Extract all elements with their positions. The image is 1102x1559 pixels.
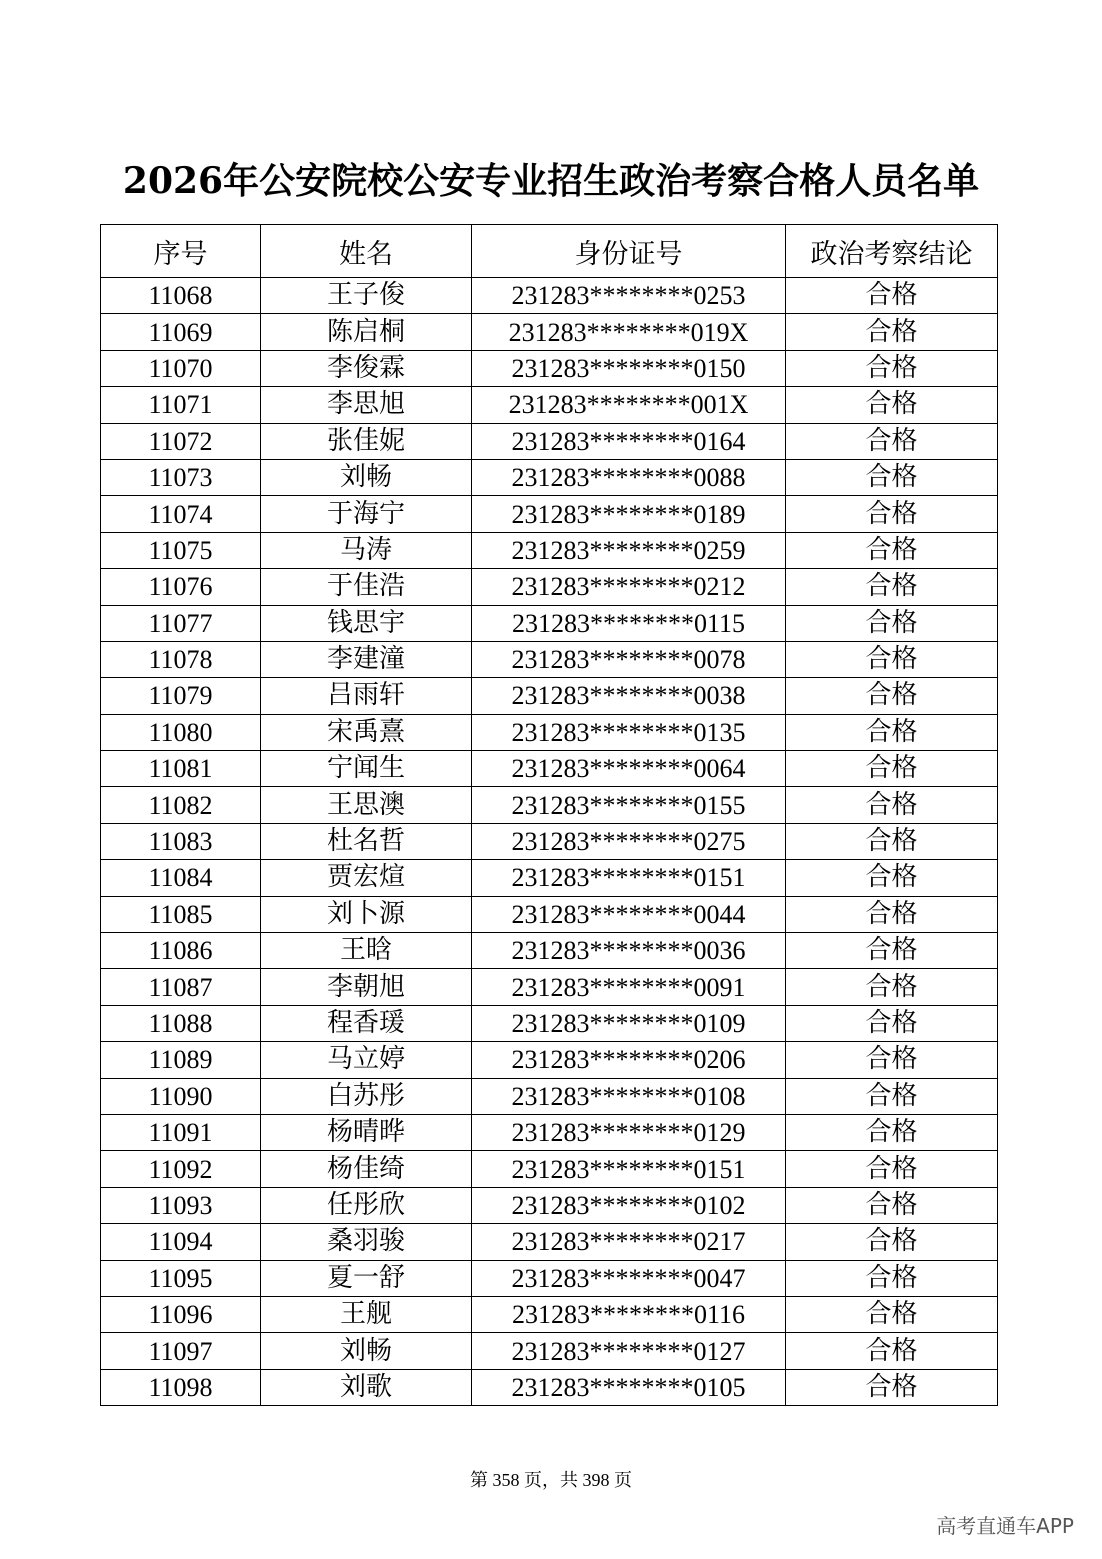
name-cell: 刘畅 [261, 459, 472, 495]
conclusion-cell: 合格 [786, 605, 998, 641]
id-number-cell: 231283********0115 [472, 605, 786, 641]
conclusion-cell: 合格 [786, 569, 998, 605]
conclusion-cell: 合格 [786, 1078, 998, 1114]
table-row [101, 496, 998, 532]
header-seq: 序号 [101, 225, 261, 278]
conclusion-cell: 合格 [786, 860, 998, 896]
table-row [101, 569, 998, 605]
id-number-cell: 231283********0038 [472, 678, 786, 714]
conclusion-cell: 合格 [786, 1224, 998, 1260]
conclusion-cell: 合格 [786, 350, 998, 386]
id-number-cell: 231283********0275 [472, 823, 786, 859]
seq-cell: 11097 [101, 1333, 261, 1369]
table-row [101, 678, 998, 714]
name-cell: 白苏彤 [261, 1078, 472, 1114]
conclusion-cell: 合格 [786, 423, 998, 459]
table-row [101, 933, 998, 969]
conclusion-cell: 合格 [786, 896, 998, 932]
name-cell: 宋禹熹 [261, 714, 472, 750]
conclusion-cell: 合格 [786, 1296, 998, 1332]
conclusion-cell: 合格 [786, 532, 998, 568]
table-row [101, 532, 998, 568]
conclusion-cell: 合格 [786, 1187, 998, 1223]
conclusion-cell: 合格 [786, 678, 998, 714]
table-row [101, 278, 998, 314]
table-row [101, 605, 998, 641]
id-number-cell: 231283********0116 [472, 1296, 786, 1332]
seq-cell: 11076 [101, 569, 261, 605]
name-cell: 程香瑗 [261, 1005, 472, 1041]
seq-cell: 11084 [101, 860, 261, 896]
table-row [101, 1369, 998, 1405]
seq-cell: 11096 [101, 1296, 261, 1332]
name-cell: 刘歌 [261, 1369, 472, 1405]
header-id-number: 身份证号 [472, 225, 786, 278]
seq-cell: 11089 [101, 1042, 261, 1078]
name-cell: 杨晴晔 [261, 1114, 472, 1150]
name-cell: 杜名哲 [261, 823, 472, 859]
id-number-cell: 231283********0036 [472, 933, 786, 969]
name-cell: 王晗 [261, 933, 472, 969]
conclusion-cell: 合格 [786, 1333, 998, 1369]
name-cell: 刘卜源 [261, 896, 472, 932]
seq-cell: 11070 [101, 350, 261, 386]
name-cell: 马立婷 [261, 1042, 472, 1078]
name-cell: 王思澳 [261, 787, 472, 823]
table-row [101, 350, 998, 386]
conclusion-cell: 合格 [786, 933, 998, 969]
page-number: 第 358 页，共 398 页 [470, 1470, 632, 1490]
roster-table [100, 224, 998, 1406]
seq-cell: 11079 [101, 678, 261, 714]
name-cell: 桑羽骏 [261, 1224, 472, 1260]
conclusion-cell: 合格 [786, 1042, 998, 1078]
id-number-cell: 231283********0091 [472, 969, 786, 1005]
conclusion-cell: 合格 [786, 787, 998, 823]
name-cell: 李建潼 [261, 641, 472, 677]
page-title: 2026年公安院校公安专业招生政治考察合格人员名单 [122, 160, 980, 202]
id-number-cell: 231283********0064 [472, 751, 786, 787]
seq-cell: 11091 [101, 1114, 261, 1150]
id-number-cell: 231283********0164 [472, 423, 786, 459]
seq-cell: 11088 [101, 1005, 261, 1041]
table-row [101, 860, 998, 896]
name-cell: 李思旭 [261, 387, 472, 423]
name-cell: 夏一舒 [261, 1260, 472, 1296]
id-number-cell: 231283********0135 [472, 714, 786, 750]
seq-cell: 11094 [101, 1224, 261, 1260]
id-number-cell: 231283********0102 [472, 1187, 786, 1223]
id-number-cell: 231283********0127 [472, 1333, 786, 1369]
name-cell: 马涛 [261, 532, 472, 568]
name-cell: 于佳浩 [261, 569, 472, 605]
table-row [101, 1333, 998, 1369]
seq-cell: 11090 [101, 1078, 261, 1114]
seq-cell: 11082 [101, 787, 261, 823]
table-row [101, 314, 998, 350]
seq-cell: 11092 [101, 1151, 261, 1187]
seq-cell: 11075 [101, 532, 261, 568]
name-cell: 李朝旭 [261, 969, 472, 1005]
seq-cell: 11093 [101, 1187, 261, 1223]
conclusion-cell: 合格 [786, 459, 998, 495]
seq-cell: 11080 [101, 714, 261, 750]
conclusion-cell: 合格 [786, 1005, 998, 1041]
table-row [101, 1296, 998, 1332]
conclusion-cell: 合格 [786, 823, 998, 859]
name-cell: 陈启桐 [261, 314, 472, 350]
name-cell: 吕雨轩 [261, 678, 472, 714]
name-cell: 贾宏煊 [261, 860, 472, 896]
id-number-cell: 231283********0189 [472, 496, 786, 532]
id-number-cell: 231283********0105 [472, 1369, 786, 1405]
id-number-cell: 231283********0151 [472, 860, 786, 896]
table-row [101, 1151, 998, 1187]
name-cell: 任彤欣 [261, 1187, 472, 1223]
seq-cell: 11083 [101, 823, 261, 859]
table-row [101, 641, 998, 677]
table-row [101, 1260, 998, 1296]
id-number-cell: 231283********0044 [472, 896, 786, 932]
table-row [101, 1042, 998, 1078]
table-row [101, 896, 998, 932]
id-number-cell: 231283********0259 [472, 532, 786, 568]
id-number-cell: 231283********0253 [472, 278, 786, 314]
conclusion-cell: 合格 [786, 641, 998, 677]
id-number-cell: 231283********0078 [472, 641, 786, 677]
watermark-text: 高考直通车APP [936, 1514, 1074, 1538]
id-number-cell: 231283********0212 [472, 569, 786, 605]
id-number-cell: 231283********0047 [472, 1260, 786, 1296]
table-row [101, 1078, 998, 1114]
name-cell: 王舰 [261, 1296, 472, 1332]
name-cell: 宁闻生 [261, 751, 472, 787]
id-number-cell: 231283********0217 [472, 1224, 786, 1260]
name-cell: 张佳妮 [261, 423, 472, 459]
conclusion-cell: 合格 [786, 387, 998, 423]
conclusion-cell: 合格 [786, 714, 998, 750]
table-row [101, 1187, 998, 1223]
name-cell: 钱思宇 [261, 605, 472, 641]
id-number-cell: 231283********0150 [472, 350, 786, 386]
id-number-cell: 231283********0108 [472, 1078, 786, 1114]
name-cell: 李俊霖 [261, 350, 472, 386]
conclusion-cell: 合格 [786, 969, 998, 1005]
header-name: 姓名 [261, 225, 472, 278]
conclusion-cell: 合格 [786, 1151, 998, 1187]
conclusion-cell: 合格 [786, 314, 998, 350]
conclusion-cell: 合格 [786, 1260, 998, 1296]
table-row [101, 387, 998, 423]
name-cell: 刘畅 [261, 1333, 472, 1369]
header-conclusion: 政治考察结论 [786, 225, 998, 278]
id-number-cell: 231283********0151 [472, 1151, 786, 1187]
table-row [101, 1114, 998, 1150]
name-cell: 王子俊 [261, 278, 472, 314]
id-number-cell: 231283********0129 [472, 1114, 786, 1150]
table-row [101, 459, 998, 495]
conclusion-cell: 合格 [786, 278, 998, 314]
seq-cell: 11074 [101, 496, 261, 532]
seq-cell: 11068 [101, 278, 261, 314]
seq-cell: 11071 [101, 387, 261, 423]
seq-cell: 11085 [101, 896, 261, 932]
table-row [101, 823, 998, 859]
seq-cell: 11069 [101, 314, 261, 350]
table-row [101, 423, 998, 459]
table-row [101, 787, 998, 823]
id-number-cell: 231283********019X [472, 314, 786, 350]
seq-cell: 11077 [101, 605, 261, 641]
conclusion-cell: 合格 [786, 1369, 998, 1405]
table-row [101, 751, 998, 787]
seq-cell: 11072 [101, 423, 261, 459]
seq-cell: 11087 [101, 969, 261, 1005]
seq-cell: 11098 [101, 1369, 261, 1405]
table-row [101, 1224, 998, 1260]
id-number-cell: 231283********0109 [472, 1005, 786, 1041]
table-header-row [101, 225, 998, 278]
seq-cell: 11086 [101, 933, 261, 969]
id-number-cell: 231283********001X [472, 387, 786, 423]
table-row [101, 1005, 998, 1041]
seq-cell: 11095 [101, 1260, 261, 1296]
id-number-cell: 231283********0206 [472, 1042, 786, 1078]
seq-cell: 11081 [101, 751, 261, 787]
id-number-cell: 231283********0155 [472, 787, 786, 823]
conclusion-cell: 合格 [786, 751, 998, 787]
table-row [101, 714, 998, 750]
conclusion-cell: 合格 [786, 1114, 998, 1150]
seq-cell: 11078 [101, 641, 261, 677]
name-cell: 杨佳绮 [261, 1151, 472, 1187]
roster-body [101, 278, 998, 1406]
seq-cell: 11073 [101, 459, 261, 495]
name-cell: 于海宁 [261, 496, 472, 532]
id-number-cell: 231283********0088 [472, 459, 786, 495]
table-row [101, 969, 998, 1005]
conclusion-cell: 合格 [786, 496, 998, 532]
